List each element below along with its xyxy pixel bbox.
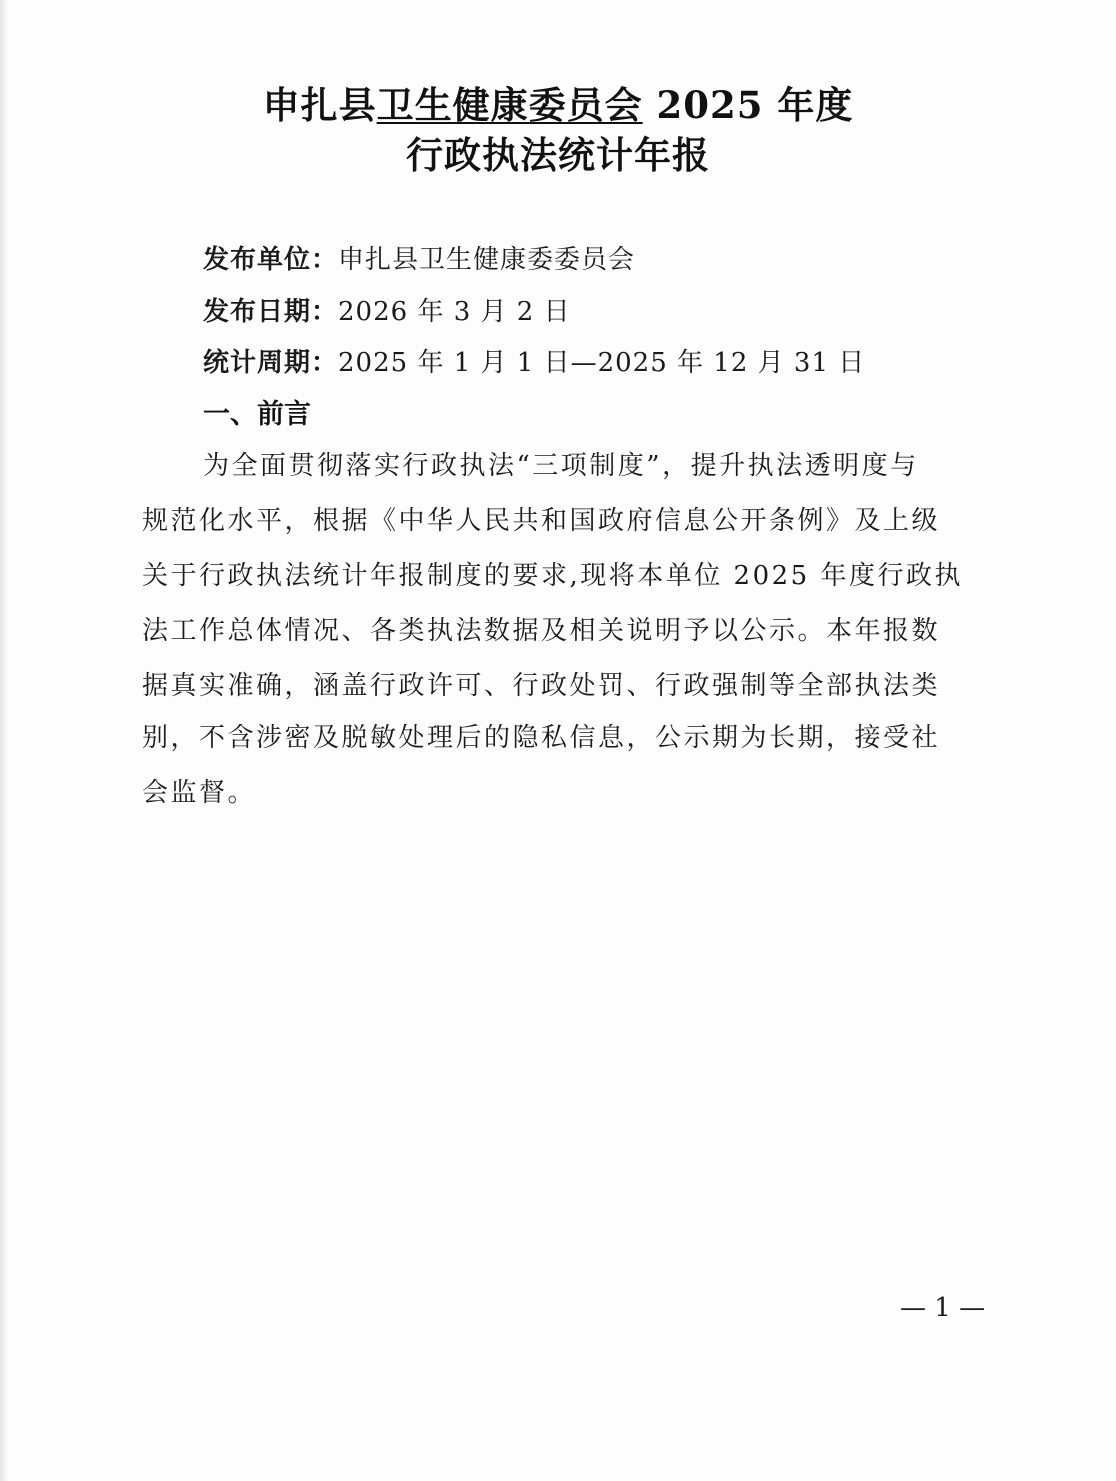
scan-edge-shadow xyxy=(0,0,8,1481)
publish-date-row xyxy=(203,292,571,332)
section-heading-preface: 一、前言 xyxy=(203,399,311,430)
paragraph-line: 法工作总体情况、各类执法数据及相关说明予以公示。本年报数 xyxy=(142,616,941,646)
paragraph-line: 关于行政执法统计年报制度的要求,现将本单位 2025 年度行政执 xyxy=(142,561,963,591)
paragraph-line: 为全面贯彻落实行政执法“三项制度”，提升执法透明度与 xyxy=(203,451,919,481)
document-title-line2: 行政执法统计年报 xyxy=(406,133,710,177)
page-number: — 1 — xyxy=(900,1293,986,1323)
publisher-value: 申扎县卫生健康委委员会 xyxy=(338,245,636,275)
statistics-period-row xyxy=(203,343,865,383)
title-county: 申扎县 xyxy=(262,83,377,127)
title-year: 2025 年度 xyxy=(642,83,854,127)
title-agency-underlined: 卫生健康委员会 xyxy=(376,83,643,127)
document-title-line1 xyxy=(0,80,1116,130)
publish-date-value: 2026 年 3 月 2 日 xyxy=(338,297,571,327)
paragraph-line: 据真实准确，涵盖行政许可、行政处罚、行政强制等全部执法类 xyxy=(142,671,941,701)
statistics-period-label: 统计周期： xyxy=(203,348,339,378)
paragraph-line: 规范化水平，根据《中华人民共和国政府信息公开条例》及上级 xyxy=(142,506,941,536)
publisher-label: 发布单位： xyxy=(203,245,339,275)
statistics-period-value: 2025 年 1 月 1 日—2025 年 12 月 31 日 xyxy=(338,348,866,378)
publisher-row xyxy=(203,240,635,280)
paragraph-line: 别，不含涉密及脱敏处理后的隐私信息，公示期为长期，接受社 xyxy=(142,723,941,753)
paragraph-line: 会监督。 xyxy=(142,778,257,808)
publish-date-label: 发布日期： xyxy=(203,297,339,327)
